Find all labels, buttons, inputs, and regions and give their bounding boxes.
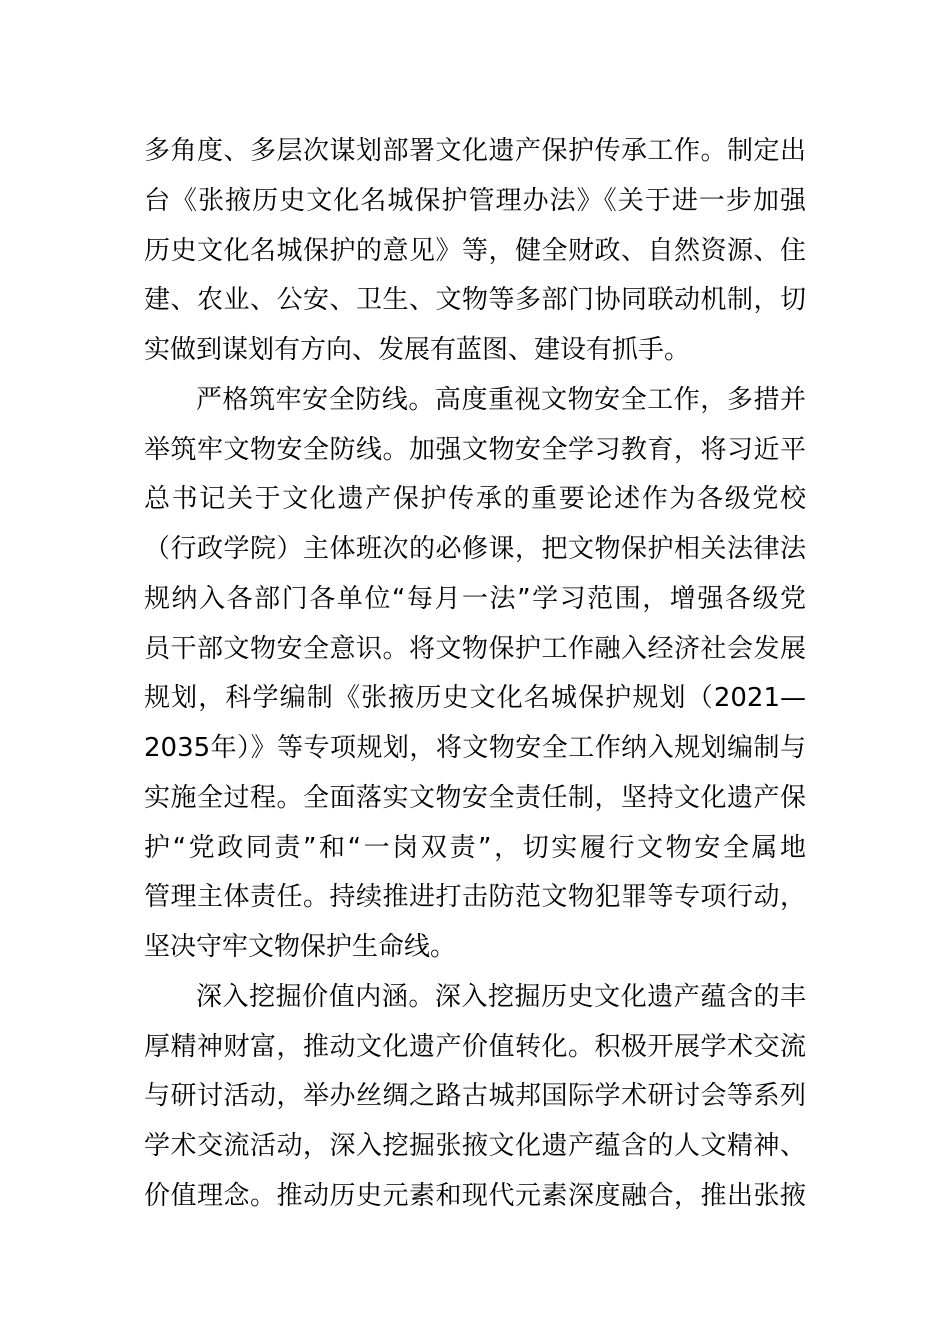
paragraph-3-line-3: 与研讨活动，举办丝绸之路古城邦国际学术研讨会等系列 (144, 1081, 806, 1112)
paragraph-2-line-4: （行政学院）主体班次的必修课，把文物保护相关法律法 (144, 534, 806, 564)
document-page (144, 127, 806, 1222)
paragraph-2-line-3: 总书记关于文化遗产保护传承的重要论述作为各级党校 (144, 484, 806, 515)
paragraph-2-line-5: 规纳入各部门各单位“每月一法”学习范围，增强各级党 (144, 583, 806, 614)
paragraph-2-line-1: 严格筑牢安全防线。高度重视文物安全工作，多措并 (196, 384, 806, 415)
paragraph-3-line-1: 深入挖掘价值内涵。深入挖掘历史文化遗产蕴含的丰 (196, 981, 806, 1012)
paragraph-2-line-9: 实施全过程。全面落实文物安全责任制，坚持文化遗产保 (144, 782, 806, 813)
paragraph-2-line-10: 护“党政同责”和“一岗双责”，切实履行文物安全属地 (144, 832, 806, 863)
paragraph-1-line-2: 台《张掖历史文化名城保护管理办法》《关于进一步加强 (144, 185, 806, 216)
paragraph-3-line-5: 价值理念。推动历史元素和现代元素深度融合，推出张掖 (144, 1180, 806, 1211)
paragraph-2-line-7: 规划，科学编制《张掖历史文化名城保护规划（2021— (144, 683, 806, 714)
paragraph-1-line-5: 实做到谋划有方向、发展有蓝图、建设有抓手。 (144, 335, 691, 365)
paragraph-2-line-12: 坚决守牢文物保护生命线。 (144, 932, 457, 962)
paragraph-3-line-2: 厚精神财富，推动文化遗产价值转化。积极开展学术交流 (144, 1031, 806, 1062)
paragraph-2-line-2: 举筑牢文物安全防线。加强文物安全学习教育，将习近平 (144, 434, 806, 465)
paragraph-1-line-1: 多角度、多层次谋划部署文化遗产保护传承工作。制定出 (144, 136, 806, 166)
paragraph-2-line-8: 2035年）》等专项规划，将文物安全工作纳入规划编制与 (144, 733, 806, 763)
paragraph-1-line-4: 建、农业、公安、卫生、文物等多部门协同联动机制，切 (144, 285, 806, 316)
paragraph-2-line-6: 员干部文物安全意识。将文物保护工作融入经济社会发展 (144, 633, 806, 664)
paragraph-3-line-4: 学术交流活动，深入挖掘张掖文化遗产蕴含的人文精神、 (144, 1131, 806, 1161)
paragraph-2-line-11: 管理主体责任。持续推进打击防范文物犯罪等专项行动， (144, 882, 806, 913)
paragraph-1-line-3: 历史文化名城保护的意见》等，健全财政、自然资源、住 (144, 235, 806, 266)
